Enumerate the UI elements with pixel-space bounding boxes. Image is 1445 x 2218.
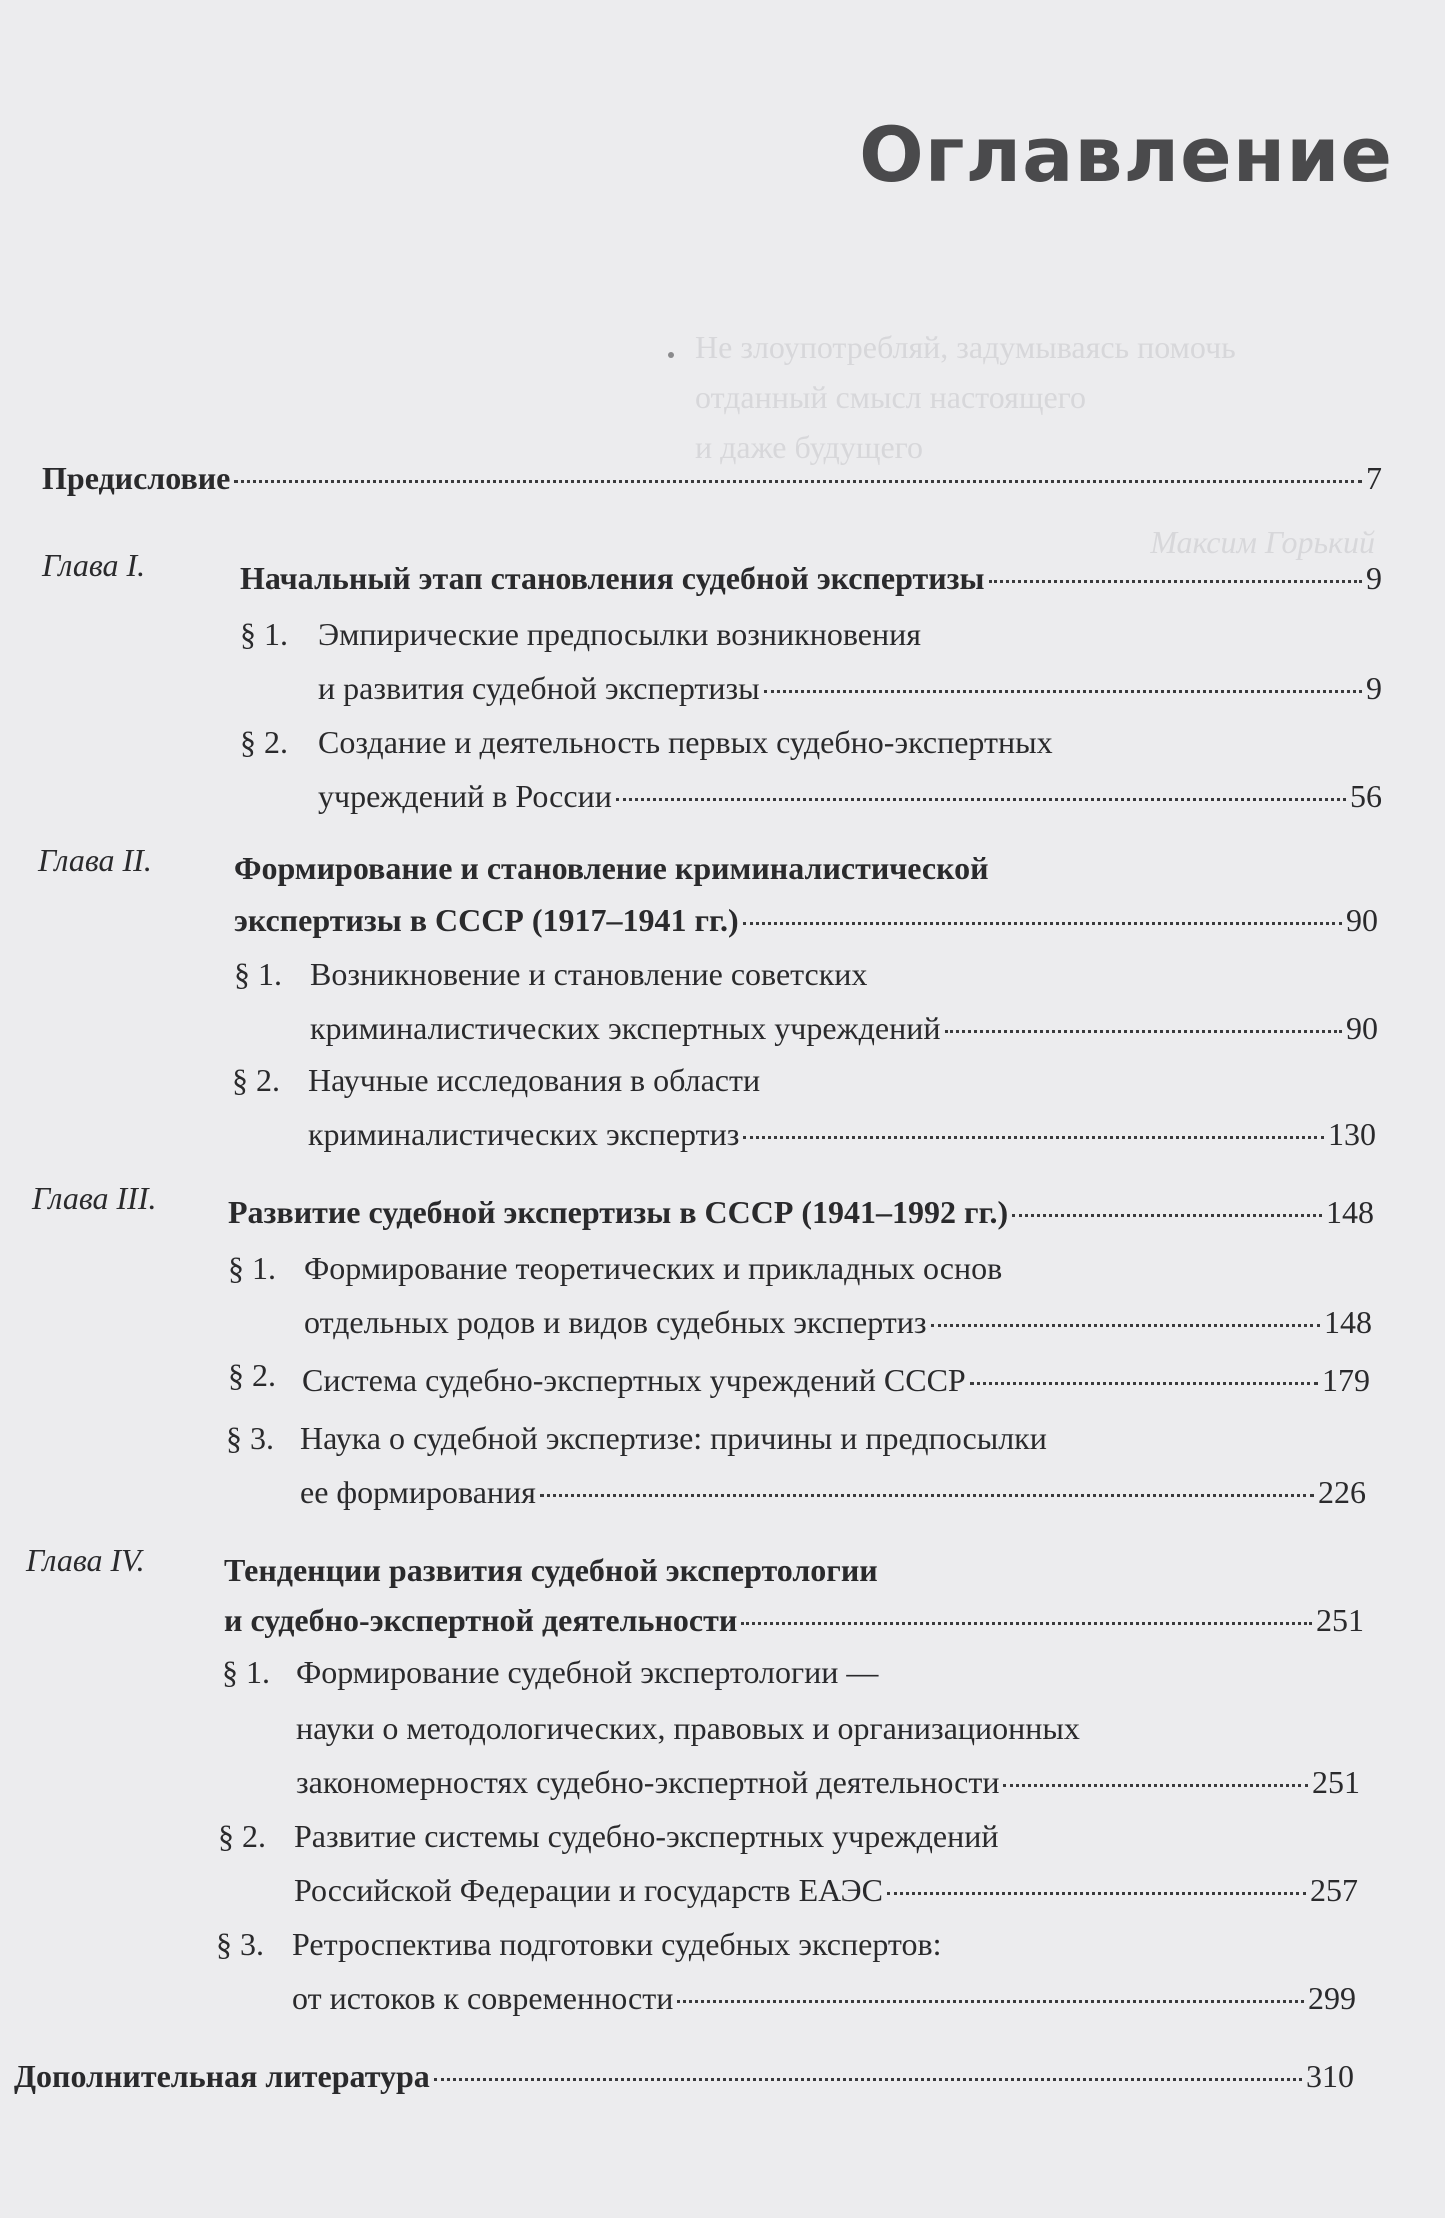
section-title-line: Система судебно-экспертных учреждений СССР <box>302 1362 966 1398</box>
epigraph-line: Не злоупотребляй, задумываясь помочь <box>695 329 1236 365</box>
page-number: 90 <box>1346 1010 1378 1046</box>
page-number: 90 <box>1346 902 1378 938</box>
toc-entry-section[interactable] <box>304 1302 1372 1342</box>
section-title-line: закономерностях судебно-экспертной деятельности <box>296 1764 1000 1800</box>
leader-dots <box>1012 1214 1322 1217</box>
section-title-line: Наука о судебной экспертизе: причины и предпосылки <box>300 1420 1047 1456</box>
chapter-label: Глава IV. <box>26 1542 145 1578</box>
section-title-line: отдельных родов и видов судебных экспертиз <box>304 1304 927 1340</box>
section-number: § 2. <box>228 1357 276 1393</box>
section-title-line: криминалистических экспертиз <box>308 1116 740 1152</box>
toc-entry-title: Дополнительная литература <box>14 2058 430 2094</box>
page-number: 7 <box>1366 460 1382 496</box>
section-title-line: от истоков к современности <box>292 1980 674 2016</box>
section-number: § 1. <box>228 1250 276 1286</box>
leader-dots <box>234 480 1362 483</box>
toc-entry-title: Предисловие <box>42 460 231 496</box>
leader-dots <box>1003 1784 1308 1787</box>
leader-dots <box>616 798 1346 801</box>
section-title-line: учреждений в России <box>318 778 612 814</box>
section-number: § 2. <box>232 1062 280 1098</box>
section-number: § 2. <box>218 1818 266 1854</box>
epigraph-line: отданный смысл настоящего <box>695 379 1086 415</box>
page-number: 148 <box>1324 1304 1372 1340</box>
section-title-line: и развития судебной экспертизы <box>318 670 760 706</box>
epigraph-line: и даже будущего <box>695 429 923 465</box>
section-title-line: Российской Федерации и государств ЕАЭС <box>294 1872 883 1908</box>
toc-entry-title: Начальный этап становления судебной экспертизы <box>240 560 985 596</box>
section-number: § 3. <box>216 1926 264 1962</box>
page-number: 148 <box>1326 1194 1374 1230</box>
epigraph-author: Максим Горький <box>1150 524 1375 560</box>
section-number: § 1. <box>234 956 282 992</box>
leader-dots <box>743 1136 1324 1139</box>
page-number: 130 <box>1328 1116 1376 1152</box>
page-number: 9 <box>1366 560 1382 596</box>
page-number: 9 <box>1366 670 1382 706</box>
toc-entry-title: и судебно-экспертной деятельности <box>224 1602 738 1638</box>
leader-dots <box>741 1622 1312 1625</box>
section-title-line: криминалистических экспертных учреждений <box>310 1010 941 1046</box>
leader-dots <box>540 1494 1314 1497</box>
section-number: § 2. <box>240 724 288 760</box>
toc-entry-section[interactable] <box>300 1472 1366 1512</box>
section-title-line: Эмпирические предпосылки возникновения <box>318 616 921 652</box>
chapter-title-line: Формирование и становление криминалистической <box>234 850 989 886</box>
toc-entry-section[interactable] <box>308 1114 1376 1154</box>
section-title-line: Развитие системы судебно-экспертных учреждений <box>294 1818 999 1854</box>
leader-dots <box>887 1892 1306 1895</box>
toc-entry-section[interactable] <box>296 1762 1360 1802</box>
chapter-label: Глава III. <box>32 1180 157 1216</box>
section-number: § 3. <box>226 1420 274 1456</box>
leader-dots <box>945 1030 1343 1033</box>
section-title-line: Научные исследования в области <box>308 1062 761 1098</box>
page-number: 226 <box>1318 1474 1366 1510</box>
page-number: 56 <box>1350 778 1382 814</box>
toc-entry-section[interactable] <box>318 668 1382 708</box>
page-title: Оглавление <box>859 110 1393 199</box>
toc-entry-title: экспертизы в СССР (1917–1941 гг.) <box>234 902 739 938</box>
toc-entry-section[interactable] <box>318 776 1382 816</box>
leader-dots <box>931 1324 1320 1327</box>
page-number: 179 <box>1322 1362 1370 1398</box>
leader-dots <box>989 580 1363 583</box>
chapter-label: Глава I. <box>42 547 146 583</box>
page-number: 299 <box>1308 1980 1356 2016</box>
leader-dots <box>743 922 1342 925</box>
leader-dots <box>677 2000 1304 2003</box>
toc-entry-chapter-2[interactable] <box>234 900 1378 940</box>
section-number: § 1. <box>240 616 288 652</box>
toc-entry-section[interactable] <box>294 1870 1358 1910</box>
chapter-label: Глава II. <box>38 842 152 878</box>
toc-entry-chapter-4[interactable] <box>224 1600 1364 1640</box>
section-title-line: Возникновение и становление советских <box>310 956 868 992</box>
page-number: 251 <box>1312 1764 1360 1800</box>
section-title-line: Формирование судебной экспертологии — <box>296 1654 879 1690</box>
toc-entry-chapter-1[interactable] <box>240 558 1382 598</box>
page-number: 257 <box>1310 1872 1358 1908</box>
toc-entry-section[interactable] <box>310 1008 1378 1048</box>
chapter-title-line: Тенденции развития судебной экспертологии <box>224 1552 878 1588</box>
toc-entry-title: Развитие судебной экспертизы в СССР (1941–1992 гг.) <box>228 1194 1009 1230</box>
section-title-line: Ретроспектива подготовки судебных экспертов: <box>292 1926 942 1962</box>
section-title-line: ее формирования <box>300 1474 536 1510</box>
toc-entry-chapter-3[interactable] <box>228 1192 1374 1232</box>
page-number: 310 <box>1306 2058 1354 2094</box>
leader-dots <box>764 690 1362 693</box>
section-number: § 1. <box>222 1654 270 1690</box>
leader-dots <box>434 2078 1302 2081</box>
page-number: 251 <box>1316 1602 1364 1638</box>
section-title-line: Формирование теоретических и прикладных основ <box>304 1250 1003 1286</box>
toc-entry-section[interactable] <box>302 1360 1370 1400</box>
section-title-line: науки о методологических, правовых и организационных <box>296 1710 1080 1746</box>
toc-entry-preface[interactable] <box>42 458 1382 498</box>
toc-entry-section[interactable] <box>292 1978 1356 2018</box>
section-title-line: Создание и деятельность первых судебно-экспертных <box>318 724 1053 760</box>
toc-entry-literature[interactable] <box>14 2056 1354 2096</box>
leader-dots <box>970 1382 1318 1385</box>
